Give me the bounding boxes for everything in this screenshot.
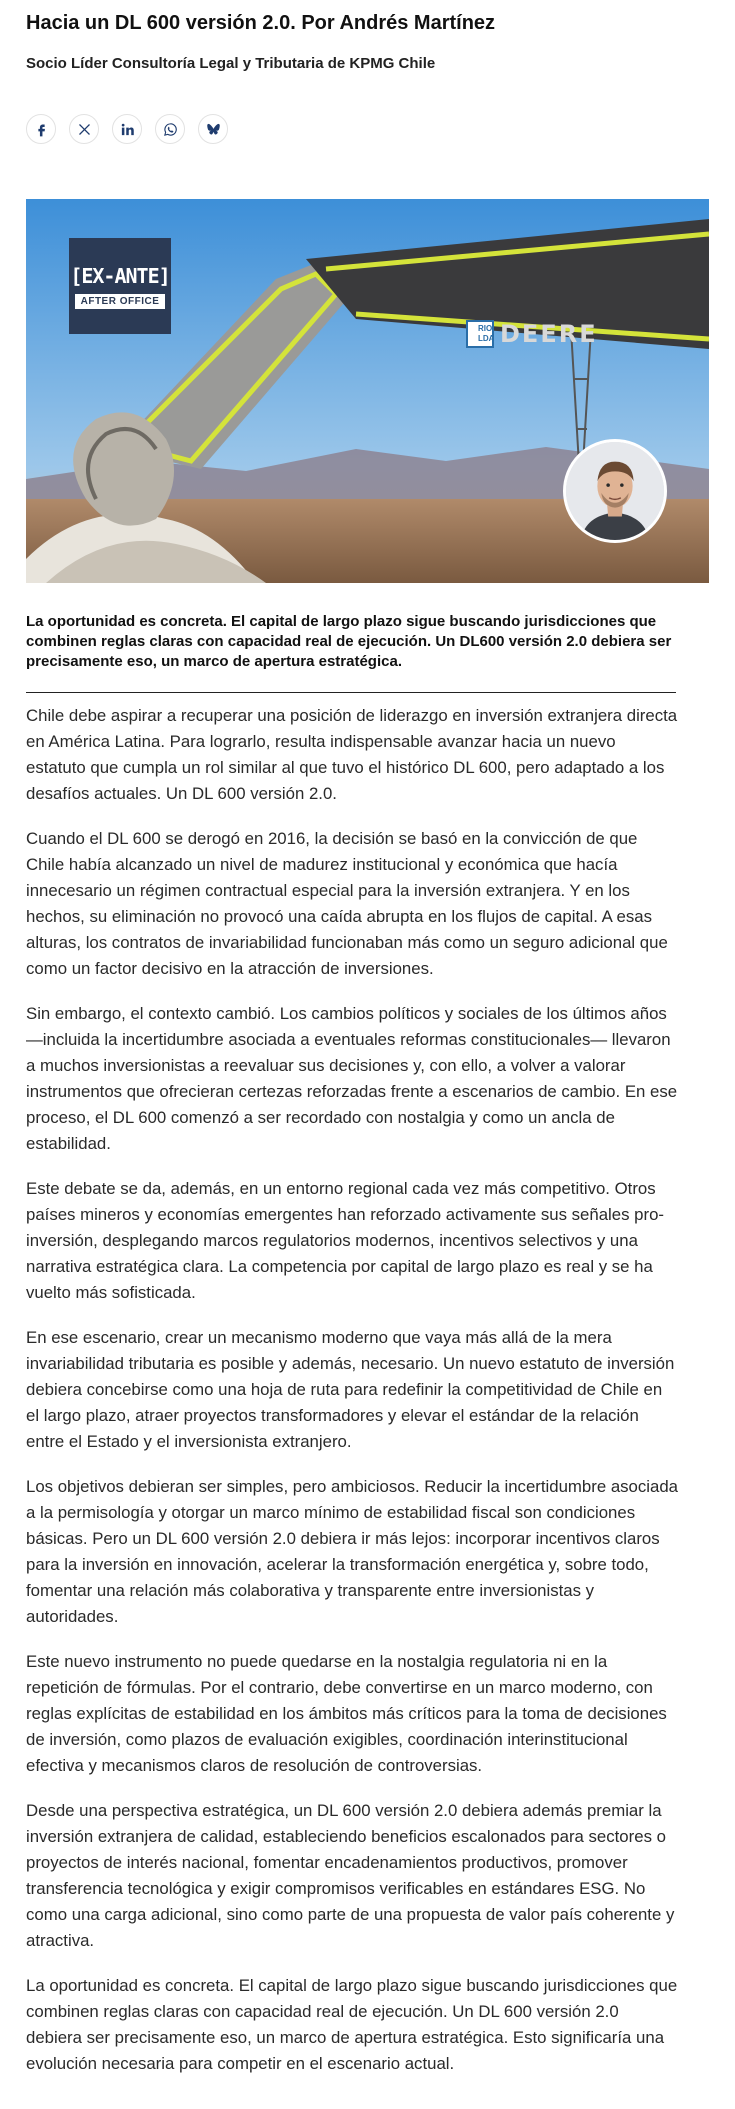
share-x-button[interactable] bbox=[69, 114, 99, 144]
divider bbox=[26, 692, 676, 693]
machine-badge bbox=[466, 320, 494, 348]
share-bluesky-button[interactable] bbox=[198, 114, 228, 144]
linkedin-icon bbox=[120, 122, 135, 137]
article-subtitle: Socio Líder Consultoría Legal y Tributaria de KPMG Chile bbox=[26, 55, 436, 72]
paragraph: Chile debe aspirar a recuperar una posición de liderazgo en inversión extranjera directa en América Latina. Para lograrlo, resulta indispensable avanzar hacia un nuevo estatuto que cumpla un rol similar al que tuvo el histórico DL 600, pero adaptado a los desafíos actuales. Un DL 600 versión 2.0. bbox=[26, 706, 678, 803]
paragraph: La oportunidad es concreta. El capital de largo plazo sigue buscando jurisdicciones que combinen reglas claras con capacidad real de ejecución. Un DL 600 versión 2.0 debiera ser precisamente eso, un marco de apertura estratégica. Esto significaría una evolución necesaria para competir en el escenario actual. bbox=[26, 1976, 678, 2073]
machine-badge-line1: RIO bbox=[478, 324, 493, 333]
paragraph: Este nuevo instrumento no puede quedarse en la nostalgia regulatoria ni en la repetición de fórmulas. Por el contrario, debe convertirse en un marco moderno, con reglas explícitas de estabilidad en los ámbitos más críticos para la toma de decisiones de inversión, como plazos de evaluación exigibles, coordinación interinstitucional efectiva y mecanismos claros de resolución de controversias. bbox=[26, 1652, 667, 1775]
paragraph: Sin embargo, el contexto cambió. Los cambios políticos y sociales de los últimos años —incluida la incertidumbre asociada a eventuales reformas constitucionales— llevaron a muchos inversionistas a reevaluar sus decisiones y, con ello, a volver a valorar instrumentos que ofrecieran certezas reforzadas frente a escenarios de cambio. En ese proceso, el DL 600 comenzó a ser recordado con nostalgia y como un ancla de estabilidad. bbox=[26, 1004, 678, 1153]
logo-sub-text: AFTER OFFICE bbox=[75, 294, 166, 309]
share-linkedin-button[interactable] bbox=[112, 114, 142, 144]
article-lead: La oportunidad es concreta. El capital de largo plazo sigue buscando jurisdicciones que combinen reglas claras con capacidad real de ejecución. Un DL600 versión 2.0 debiera ser precisamente eso, un marco de apertura estratégica. bbox=[26, 613, 672, 670]
article-body bbox=[26, 703, 678, 2077]
share-bar bbox=[26, 114, 709, 144]
machine-brand: DEERE bbox=[500, 320, 598, 348]
share-facebook-button[interactable] bbox=[26, 114, 56, 144]
facebook-icon bbox=[34, 122, 49, 137]
paragraph: Cuando el DL 600 se derogó en 2016, la decisión se basó en la convicción de que Chile había alcanzado un nivel de madurez institucional y económica que hacía innecesario un régimen contractual especial para la inversión extranjera. Y en los hechos, su eliminación no provocó una caída abrupta en los flujos de capital. A esas alturas, los contratos de invariabilidad funcionaban más como un seguro adicional que como un factor decisivo en la atracción de inversiones. bbox=[26, 829, 668, 978]
author-portrait bbox=[566, 442, 664, 540]
share-whatsapp-button[interactable] bbox=[155, 114, 185, 144]
paragraph: Este debate se da, además, en un entorno regional cada vez más competitivo. Otros países mineros y economías emergentes han reforzado activamente sus señales pro-inversión, desplegando marcos regulatorios modernos, incentivos selectivos y una narrativa estratégica clara. La competencia por capital de largo plazo es real y se ha vuelto más sofisticada. bbox=[26, 1179, 665, 1302]
paragraph: Desde una perspectiva estratégica, un DL 600 versión 2.0 debiera además premiar la inversión extranjera de calidad, estableciendo beneficios escalonados para sectores o proyectos de interés nacional, fomentar encadenamientos productivos, promover transferencia tecnológica y exigir compromisos verificables en estándares ESG. No como una carga adicional, sino como parte de una propuesta de valor país coherente y atractiva. bbox=[26, 1801, 675, 1950]
paragraph: En ese escenario, crear un mecanismo moderno que vaya más allá de la mera invariabilidad tributaria es posible y además, necesario. Un nuevo estatuto de inversión debiera concebirse como una hoja de ruta para redefinir la competitividad de Chile en el largo plazo, atraer proyectos transformadores y elevar el estándar de la relación entre el Estado y el inversionista extranjero. bbox=[26, 1328, 675, 1451]
ex-ante-logo bbox=[69, 238, 171, 334]
article-title: Hacia un DL 600 versión 2.0. Por Andrés Martínez bbox=[26, 12, 496, 34]
bluesky-icon bbox=[206, 122, 221, 137]
machine-badge-line2: LDA bbox=[478, 334, 495, 343]
author-avatar bbox=[563, 439, 667, 543]
paragraph: Los objetivos debieran ser simples, pero ambiciosos. Reducir la incertidumbre asociada a la permisología y otorgar un marco mínimo de estabilidad fiscal son condiciones básicas. Pero un DL 600 versión 2.0 debiera ir más lejos: incorporar incentivos claros para la inversión en innovación, acelerar la transformación energética y, sobre todo, fomentar una relación más colaborativa y transparente entre inversionistas y autoridades. bbox=[26, 1477, 678, 1626]
whatsapp-icon bbox=[163, 122, 178, 137]
logo-main-text: [EX-ANTE] bbox=[70, 263, 170, 288]
x-icon bbox=[77, 122, 92, 137]
hero-image bbox=[26, 199, 709, 583]
